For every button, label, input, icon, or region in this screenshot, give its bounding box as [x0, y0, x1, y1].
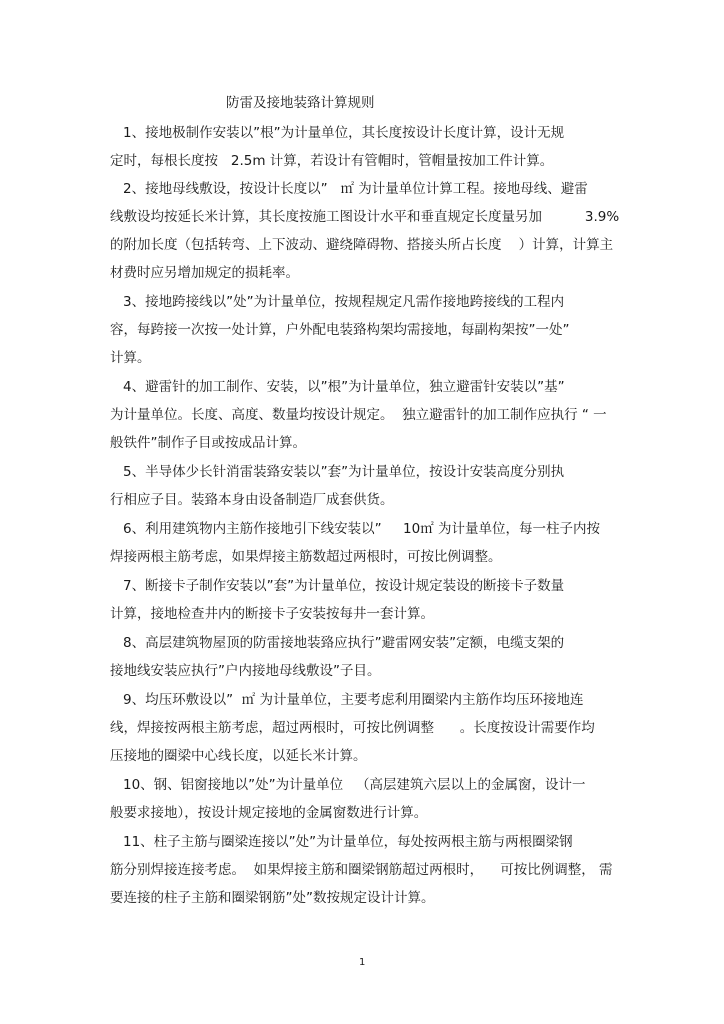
paragraph-line: 焊接两根主筋考虑，如果焊接主筋数超过两根时，可按比例调整。: [110, 549, 502, 565]
paragraph-line: 5、半导体少长针消雷装臵安装以”套”为计量单位，按设计安装高度分别执: [123, 464, 565, 480]
paragraph-line: 计算，接地检查井内的断接卡子安装按每井一套计算。: [110, 606, 434, 622]
paragraph-line: 6、利用建筑物内主筋作接地引下线安装以” 10㎡ 为计量单位，每一柱子内按: [123, 521, 601, 537]
document-title: 防雷及接地装臵计算规则: [226, 95, 375, 111]
paragraph-line: 为计量单位。长度、高度、数量均按设计规定。 独立避雷针的加工制作应执行 “ 一: [110, 407, 607, 423]
paragraph-line: 般铁件”制作子目或按成品计算。: [110, 435, 306, 451]
paragraph-line: 行相应子目。装臵本身由设备制造厂成套供货。: [110, 492, 394, 508]
paragraph-line: 2、接地母线敷设，按设计长度以” ㎡ 为计量单位计算工程。接地母线、避雷: [123, 181, 588, 197]
paragraph-line: 线敷设均按延长米计算，其长度按施工图设计水平和垂直规定长度量另加 3.9%: [110, 209, 620, 225]
paragraph-line: 材费时应另增加规定的损耗率。: [110, 265, 299, 281]
paragraph-line: 7、断接卡子制作安装以”套”为计量单位，按设计规定装设的断接卡子数量: [123, 578, 565, 594]
paragraph-line: 筋分别焊接连接考虑。 如果焊接主筋和圈梁钢筋超过两根时， 可按比例调整， 需: [110, 862, 613, 878]
paragraph-line: 4、避雷针的加工制作、安装，以”根”为计量单位，独立避雷针安装以”基”: [123, 379, 565, 395]
paragraph-line: 般要求接地），按设计规定接地的金属窗数进行计算。: [110, 805, 428, 821]
paragraph-line: 线，焊接按两根主筋考虑，超过两根时，可按比例调整 。长度按设计需要作均: [110, 720, 595, 736]
paragraph-line: 计算。: [110, 350, 151, 366]
paragraph-line: 的附加长度（包括转弯、上下波动、避绕障碍物、搭接头所占长度 ）计算，计算主: [110, 237, 614, 253]
paragraph-line: 1、接地极制作安装以”根”为计量单位，其长度按设计长度计算，设计无规: [123, 125, 565, 141]
paragraph-line: 10、钢、铝窗接地以”处”为计量单位 （高层建筑六层以上的金属窗，设计一: [123, 777, 586, 793]
paragraph-line: 接地线安装应执行”户内接地母线敷设”子目。: [110, 663, 381, 679]
paragraph-line: 容，每跨接一次按一处计算，户外配电装臵构架均需接地，每副构架按”一处”: [110, 322, 570, 338]
paragraph-line: 3、接地跨接线以”处”为计量单位，按规程规定凡需作接地跨接线的工程内: [123, 294, 565, 310]
paragraph-line: 9、均压环敷设以” ㎡ 为计量单位，主要考虑利用圈梁内主筋作均压环接地连: [123, 692, 584, 708]
paragraph-line: 11、柱子主筋与圈梁连接以”处”为计量单位，每处按两根主筋与两根圈梁钢: [123, 834, 573, 850]
paragraph-line: 压接地的圈梁中心线长度，以延长米计算。: [110, 748, 367, 764]
paragraph-line: 8、高层建筑物屋顶的防雷接地装臵应执行”避雷网安装”定额，电缆支架的: [123, 635, 565, 651]
paragraph-line: 要连接的柱子主筋和圈梁钢筋”处”数按规定设计计算。: [110, 890, 435, 906]
page-number: 1: [359, 957, 366, 968]
paragraph-line: 定时，每根长度按 2.5m 计算，若设计有管帽时，管帽量按加工件计算。: [110, 153, 554, 169]
